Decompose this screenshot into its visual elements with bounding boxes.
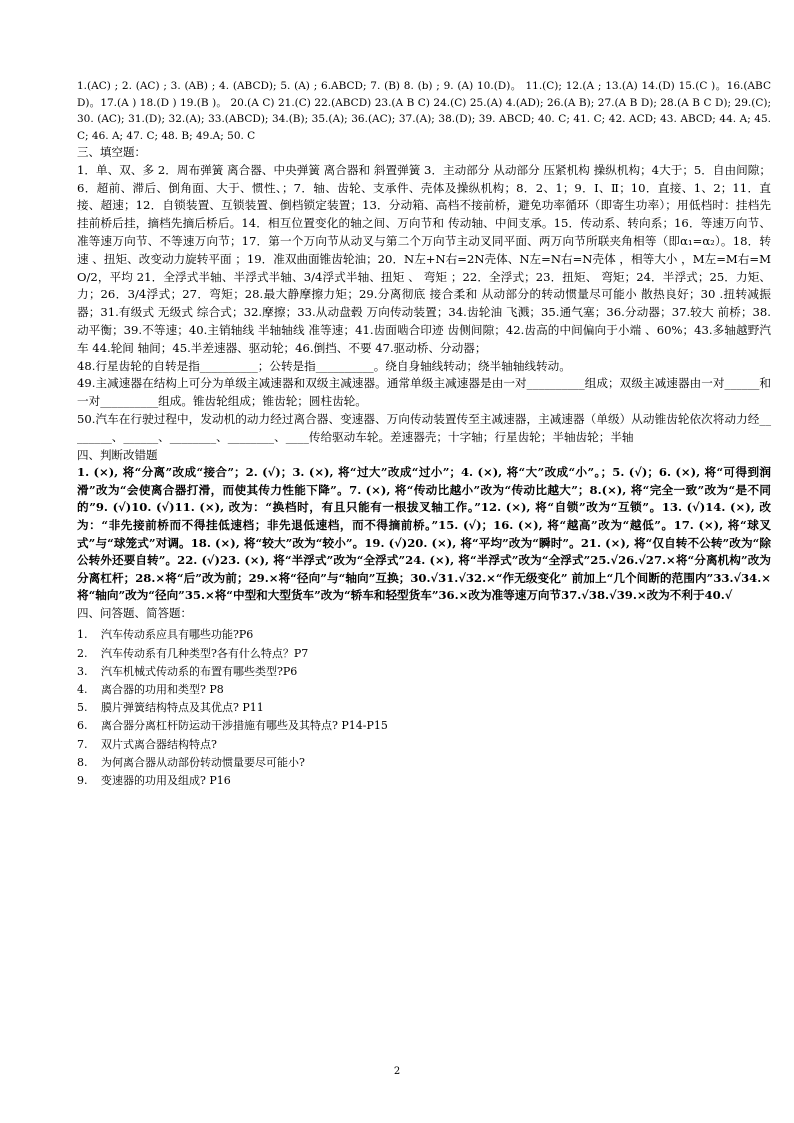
qa-item [77, 681, 771, 699]
choice-answers: 1.(AC) ; 2. (AC) ; 3. (AB) ; 4. (ABCD); 5. (A) ; 6.ABCD; 7. (B) 8. (b) ; 9. (A) 10.(D)。 11.(C); 12.(A ; 13.(A) 14.(D) 15.(C )。16.(ABCD)。17.(A ) 18.(D ) 19.(B )。 20.(A C) 21.(C) 22.(ABCD) 23.(A B C) 24.(C) 25.(A) 4.(AD); 26.(A B); 27.(A B D); 28.(A B C D); 29.(C); 30. (AC); 31.(D); 32.(A); 33.(ABCD); 34.(B); 35.(A); 36.(AC); 37.(A); 38.(D); 39. ABCD; 40. C; 41. C; 42. ACD; 43. ABCD; 44. A; 45.C; 46. A; 47. C; 48. B; 49.A; 50. C [77, 80, 771, 142]
question-50: 50.汽车在行驶过程中，发动机的动力经过离合器、变速器、万向传动装置传至主减速器，主减速器（单级）从动锥齿轮依次将动力经________、______、________、________、____传给驱动车轮。差速器壳；十字轴；行星齿轮；半轴齿轮；半轴 [77, 412, 771, 444]
qa-item [77, 699, 771, 717]
qa-item-text: 膜片弹簧结构特点及其优点? P11 [101, 701, 264, 715]
qa-item-text: 离合器的功用和类型? P8 [101, 682, 224, 696]
qa-item-number: 2. [77, 646, 88, 660]
qa-item-number: 6. [77, 719, 88, 733]
qa-item-text: 离合器分离杠杆防运动干涉措施有哪些及其特点? P14-P15 [101, 719, 388, 733]
question-48: 48.行星齿轮的自转是指__________；公转是指__________。绕自身轴线转动；绕半轴轴线转动。 [77, 358, 571, 373]
qa-item-text: 汽车机械式传动系的布置有哪些类型?P6 [101, 664, 298, 678]
question-49: 49.主减速器在结构上可分为单级主减速器和双级主减速器。通常单级主减速器是由一对__________组成；双级主减速器由一对______和一对__________组成。锥齿轮组成；锥齿轮；圆柱齿轮。 [77, 376, 771, 409]
qa-item-text: 汽车传动系应具有哪些功能?P6 [101, 628, 254, 642]
fill-answers: 1．单、双、多 2．周布弹簧 离合器、中央弹簧 离合器和 斜置弹簧 3．主动部分 从动部分 压紧机构 操纵机构；4大于；5．自由间隙；6．超前、滞后、倒角面、大于、惯性、；7．轴、齿轮、支承件、壳体及操纵机构；8．2、1；9．Ⅰ、Ⅱ；10．直接、1、2；11．直接、超速；12．自锁装置、互锁装置、倒档锁定装置；13．分动箱、高档不接前桥，避免功率循环（即寄生功率）；用低档时：挂档先挂前桥后挂，摘档先摘后桥后。14．相互位置变化的轴之间、万向节和 传动轴、中间支承。15．传动系、转向系；16．等速万向节、准等速万向节、不等速万向节；17．第一个万向节从动叉与第二个万向节主动叉同平面、两万向节所联夹角相等（即α₁=α₂）。18．转速 、扭矩、改变动力旋转平面 ；19．准双曲面锥齿轮油；20．N左+N右=2N壳体、N左=N右=N壳体 ，相等大小 ，M左=M右=MO/2，平均 21．全浮式半轴、半浮式半轴、3/4浮式半轴、扭矩 、 弯矩 ；22．全浮式；23．扭矩、 弯矩；24．半浮式；25．力矩、力；26．3/4浮式；27．弯矩；28.最大静摩擦力矩；29.分离彻底 接合柔和 从动部分的转动惯量尽可能小 散热良好；30 .扭转减振器；31.有级式 无级式 综合式；32.摩擦；33.从动盘毂 万向传动装置；34.齿轮油 飞溅；35.通气塞；36.分动器；37.较大 前桥；38.动平衡；39.不等速；40.主销轴线 半轴轴线 准等速；41.齿面啮合印迹 齿侧间隙；42.齿高的中间偏向于小端 、60%；43.多轴越野汽车 44.轮间 轴间；45.半差速器、驱动轮；46.倒挡、不要 47.驱动桥、分动器； [77, 162, 771, 355]
qa-item-number: 1. [77, 628, 88, 642]
qa-list [77, 626, 771, 790]
qa-item [77, 717, 771, 735]
qa-item-number: 3. [77, 664, 88, 678]
qa-item-number: 9. [77, 774, 88, 787]
qa-item-text: 双片式离合器结构特点? [101, 737, 217, 751]
qa-item [77, 754, 771, 772]
judge-section-heading: 四、判断改错题 [77, 447, 158, 462]
qa-item-text: 为何离合器从动部份转动惯量要尽可能小? [101, 755, 305, 769]
qa-item-number: 7. [77, 737, 88, 751]
qa-item-text: 变速器的功用及组成? P16 [101, 774, 231, 787]
document-page [77, 78, 771, 790]
qa-section-heading: 四、问答题、简答题： [77, 605, 192, 620]
qa-item [77, 663, 771, 681]
qa-item [77, 772, 771, 790]
qa-item-text: 汽车传动系有几种类型?各有什么特点？P7 [101, 646, 309, 660]
qa-item [77, 626, 771, 644]
qa-item [77, 736, 771, 754]
fill-section-heading: 三、填空题： [77, 145, 146, 160]
qa-item-number: 4. [77, 682, 88, 696]
judge-answers: 1. (×), 将“分离”改成“接合”；2. (√)；3. (×), 将“过大”改成“过小”；4. (×), 将“大”改成“小”。；5. (√)；6. (×), 将“可得到润滑”改为“会使离合器打滑，而使其传力性能下降”。7. (×), 将“传动比越小”改为“传动比越大”；8.(×), 将“完全一致”改为“是不同的”9. (√)10. (√)11. (×), 改为：“换档时，有且只能有一根拔叉轴工作。”12. (×), 将“自锁”改为“互锁”。13. (√)14. (×), 改为：“非先接前桥而不得挂低速档；非先退低速档，而不得摘前桥。”15. (√)；16. (×), 将“越高”改为“越低”。17. (×), 将“球叉式”与“球笼式”对调。18. (×), 将“较大”改为“较小”。19. (√)20. (×), 将“平均”改为“瞬时”。21. (×), 将“仅自转不公转”改为“除公转外还要自转”。22. (√)23. (×), 将“半浮式”改为“全浮式”24. (×), 将“半浮式”改为“全浮式”25.√26.√27.×将“分离机构”改为分离杠杆；28.×将“后”改为前；29.×将“径向”与“轴向”互换；30.√31.√32.×“作无级变化” 前加上“几个间断的范围内”33.√34.×将“轴向”改为“径向”35.×将“中型和大型货车”改为“轿车和轻型货车”36.×改为准等速万向节37.√38.√39.×改为不利于40.√ [77, 465, 771, 603]
qa-item-number: 5. [77, 701, 88, 715]
qa-item [77, 645, 771, 663]
qa-item-number: 8. [77, 755, 88, 769]
page-number: 2 [393, 1066, 401, 1077]
